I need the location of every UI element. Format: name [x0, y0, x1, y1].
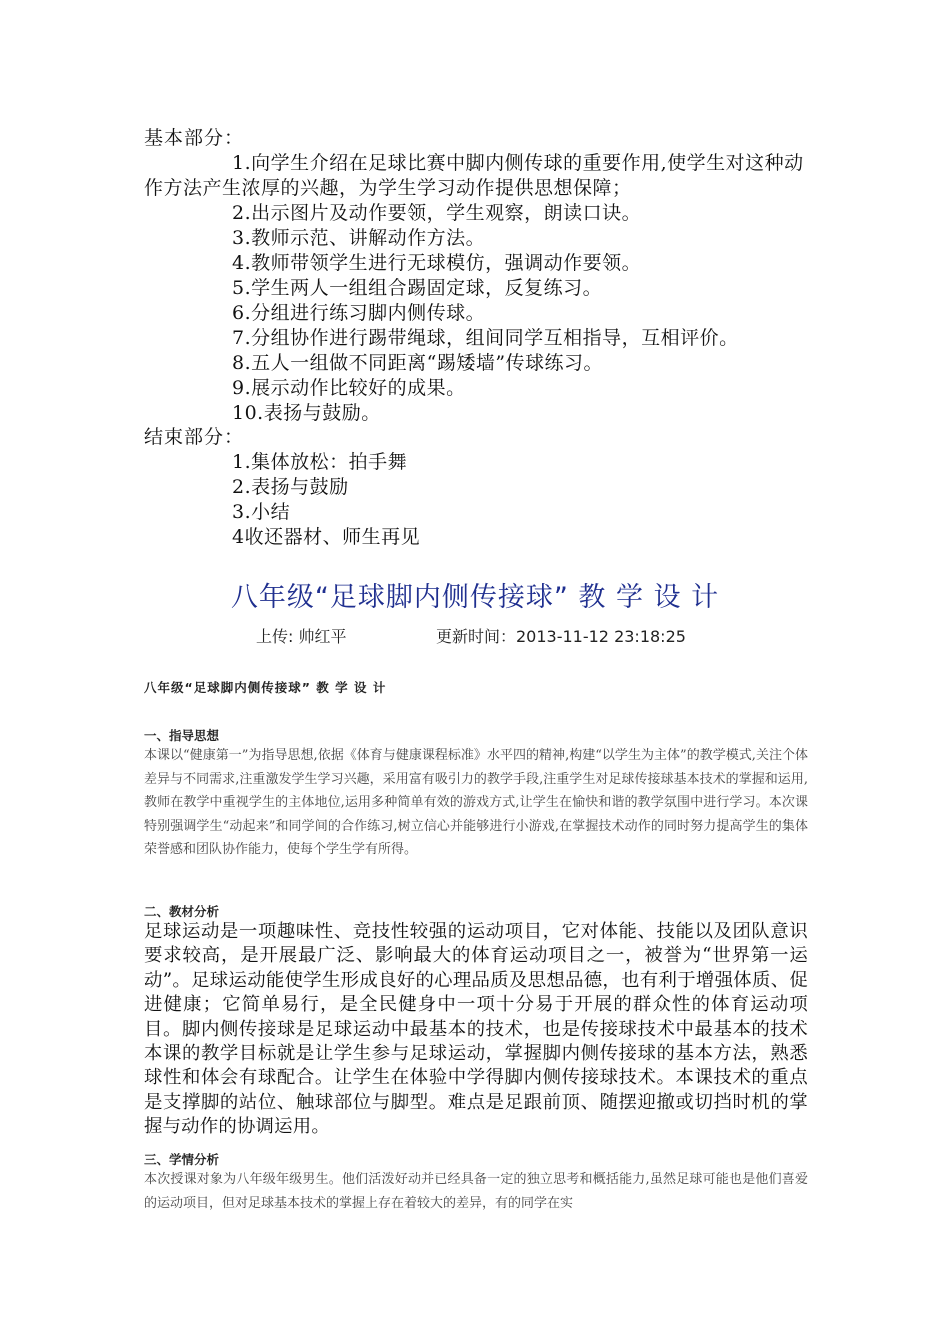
section-heading-guiding-idea: 一、指导思想	[144, 728, 220, 743]
basic-part-heading: 基本部分：	[144, 127, 245, 149]
section-heading-material-analysis: 二、教材分析	[144, 904, 220, 919]
updated-time: 更新时间：2013-11-12 23:18:25	[436, 627, 686, 646]
list-item: 4.教师带领学生进行无球模仿，强调动作要领。	[232, 252, 642, 274]
section-text-student-analysis: 本次授课对象为八年级年级男生。他们活泼好动并已经具备一定的独立思考和概括能力,虽然足球可能也是他们喜爱的运动项目，但对足球基本技术的掌握上存在着较大的差异，有的同学在实	[144, 1172, 808, 1211]
end-part-heading: 结束部分：	[144, 426, 245, 448]
list-item: 3.小结	[232, 501, 291, 523]
section-text-material-analysis: 足球运动是一项趣味性、竞技性较强的运动项目，它对体能、技能以及团队意识要求较高，是开展最广泛、影响最大的体育运动项目之一，被誉为“世界第一运动”。足球运动能使学生形成良好的心理品质及思想品德，也有利于增强体质、促进健康；它简单易行，是全民健身中一项十分易于开展的群众性的体育运动项目。脚内侧传接球是足球运动中最基本的技术，也是传接球技术中最基本的技术本课的教学目标就是让学生参与足球运动，掌握脚内侧传接球的基本方法，熟悉球性和体会有球配合。让学生在体验中学得脚内侧传接球技术。本课技术的重点是支撑脚的站位、触球部位与脚型。难点是足跟前顶、随摆迎撤或切挡时机的掌握与动作的协调运用。	[144, 921, 808, 1138]
list-item: 10.表扬与鼓励。	[232, 402, 381, 424]
list-item: 8.五人一组做不同距离“踢矮墙”传球练习。	[232, 352, 604, 374]
uploader-text: 上传: 帅红平	[256, 627, 347, 646]
basic-part-list	[144, 151, 808, 426]
list-item: 3.教师示范、讲解动作方法。	[232, 227, 486, 249]
section-text-guiding-idea: 本课以“健康第一”为指导思想,依据《体育与健康课程标准》水平四的精神,构建“以学生为主体”的教学模式,关注个体差异与不同需求,注重激发学生学习兴趣，采用富有吸引力的教学手段,注重学生对足球传接球基本技术的掌握和运用,教师在教学中重视学生的主体地位,运用多种简单有效的游戏方式,让学生在愉快和谐的教学氛围中进行学习。本次课特别强调学生“动起来”和同学间的合作练习,树立信心并能够进行小游戏,在掌握技术动作的同时努力提高学生的集体荣誉感和团队协作能力，使每个学生学有所得。	[144, 748, 808, 858]
article-subtitle: 八年级“足球脚内侧传接球” 教 学 设 计	[144, 680, 387, 695]
list-item: 2.表扬与鼓励	[232, 476, 349, 498]
list-item: 7.分组协作进行踢带绳球，组间同学互相指导，互相评价。	[232, 327, 739, 349]
article-title: 八年级“足球脚内侧传接球” 教 学 设 计	[230, 582, 720, 613]
list-item: 5.学生两人一组组合踢固定球，反复练习。	[232, 277, 603, 299]
list-item: 1.向学生介绍在足球比赛中脚内侧传球的重要作用,使学生对这种动作方法产生浓厚的兴趣，为学生学习动作提供思想保障；	[144, 152, 804, 199]
list-item: 2.出示图片及动作要领，学生观察，朗读口诀。	[232, 202, 642, 224]
list-item: 6.分组进行练习脚内侧传球。	[232, 302, 486, 324]
list-item: 1.集体放松：拍手舞	[232, 451, 408, 473]
end-part-list	[232, 450, 420, 550]
list-item: 4收还器材、师生再见	[232, 526, 421, 548]
list-item: 9.展示动作比较好的成果。	[232, 377, 466, 399]
section-heading-student-analysis: 三、学情分析	[144, 1152, 220, 1167]
